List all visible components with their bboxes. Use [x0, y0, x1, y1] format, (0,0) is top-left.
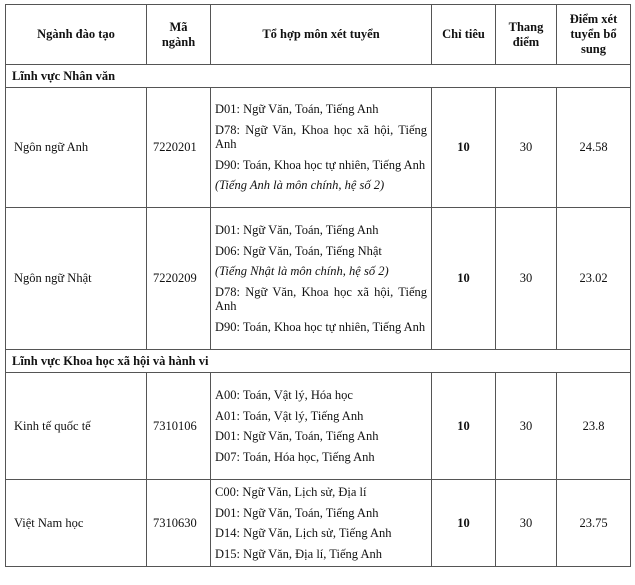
table-row: [6, 480, 631, 567]
combination-item: D15: Ngữ Văn, Địa lí, Tiếng Anh: [215, 546, 382, 561]
major-code-cell: 7220209: [147, 208, 211, 350]
combination-item: D90: Toán, Khoa học tự nhiên, Tiếng Anh: [215, 319, 426, 334]
combination-item: D78: Ngữ Văn, Khoa học xã hội, Tiếng Anh: [215, 122, 427, 152]
admission-table-page: [5, 4, 630, 567]
scale-cell: 30: [496, 373, 557, 480]
combination-item: D01: Ngữ Văn, Toán, Tiếng Anh: [215, 429, 379, 443]
major-name-cell: Ngôn ngữ Anh: [6, 88, 147, 208]
major-code-cell: 7310106: [147, 373, 211, 480]
header-row: [6, 5, 631, 65]
combination-item: D90: Toán, Khoa học tự nhiên, Tiếng Anh: [215, 157, 426, 172]
combination-item: D01: Ngữ Văn, Toán, Tiếng Anh: [215, 223, 379, 237]
combination-note: (Tiếng Nhật là môn chính, hệ số 2): [215, 264, 389, 278]
admission-table: [5, 4, 631, 567]
combination-item: A00: Toán, Vật lý, Hóa học: [215, 388, 353, 402]
table-row: [6, 88, 631, 208]
combinations-cell: [211, 480, 432, 567]
combination-item: D01: Ngữ Văn, Toán, Tiếng Anh: [215, 102, 379, 117]
scale-cell: 30: [496, 88, 557, 208]
combination-item: D01: Ngữ Văn, Toán, Tiếng Anh: [215, 505, 379, 520]
header-quota: Chỉ tiêu: [432, 5, 496, 65]
major-name-cell: Kinh tế quốc tế: [6, 373, 147, 480]
major-code-cell: 7220201: [147, 88, 211, 208]
combination-note: (Tiếng Anh là môn chính, hệ số 2): [215, 178, 385, 193]
score-cell: 24.58: [557, 88, 631, 208]
section-row: [6, 350, 631, 373]
combination-item: A01: Toán, Vật lý, Tiếng Anh: [215, 408, 364, 423]
header-combinations: Tổ hợp môn xét tuyển: [211, 5, 432, 65]
quota-cell: 10: [432, 373, 496, 480]
combination-item: D14: Ngữ Văn, Lịch sử, Tiếng Anh: [215, 526, 392, 540]
combination-item: D06: Ngữ Văn, Toán, Tiếng Nhật: [215, 243, 382, 258]
combinations-cell: [211, 373, 432, 480]
major-name-cell: Ngôn ngữ Nhật: [6, 208, 147, 350]
header-major-name: Ngành đào tạo: [6, 5, 147, 65]
header-score: Điểm xét tuyển bổ sung: [557, 5, 631, 65]
combination-item: D78: Ngữ Văn, Khoa học xã hội, Tiếng Anh: [215, 284, 427, 313]
header-major-code: Mã ngành: [147, 5, 211, 65]
quota-cell: 10: [432, 208, 496, 350]
section-title: Lĩnh vực Khoa học xã hội và hành vi: [6, 350, 631, 373]
table-row: [6, 208, 631, 350]
table-row: [6, 373, 631, 480]
scale-cell: 30: [496, 208, 557, 350]
combination-item: C00: Ngữ Văn, Lịch sử, Địa lí: [215, 485, 367, 499]
section-row: [6, 65, 631, 88]
score-cell: 23.02: [557, 208, 631, 350]
major-code-cell: 7310630: [147, 480, 211, 567]
quota-cell: 10: [432, 88, 496, 208]
quota-cell: 10: [432, 480, 496, 567]
major-name-cell: Việt Nam học: [6, 480, 147, 567]
section-title: Lĩnh vực Nhân văn: [6, 65, 631, 88]
combinations-cell: [211, 88, 432, 208]
score-cell: 23.75: [557, 480, 631, 567]
header-scale: Thang điểm: [496, 5, 557, 65]
scale-cell: 30: [496, 480, 557, 567]
score-cell: 23.8: [557, 373, 631, 480]
combinations-cell: [211, 208, 432, 350]
combination-item: D07: Toán, Hóa học, Tiếng Anh: [215, 449, 375, 464]
